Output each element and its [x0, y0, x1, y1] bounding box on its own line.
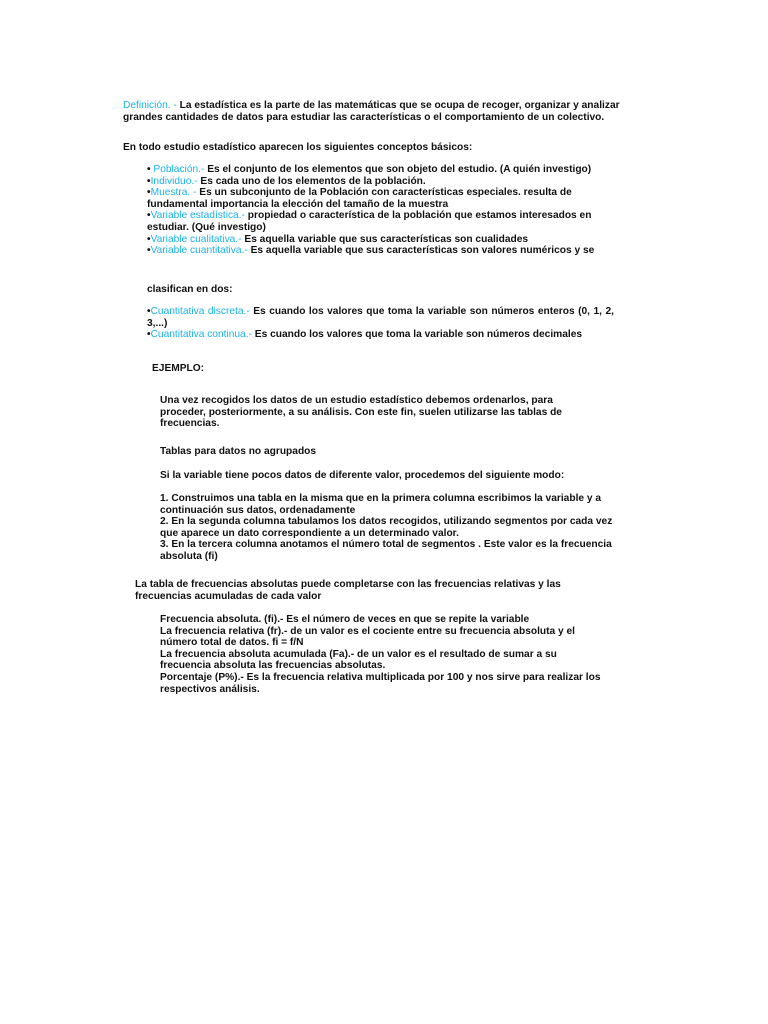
step-item: 2. En la segunda columna tabulamos los datos recogidos, utilizando segmentos por cada vez que aparece un dato correspondiente a un determinado valor.: [160, 516, 613, 539]
concept-term: Variable cualitativa.-: [150, 233, 242, 245]
frequency-item-relativa: La frecuencia relativa (fr).- de un valor es el cociente entre su frecuencia absoluta y el número total de datos. fi = f/N: [160, 625, 576, 649]
step-item: 1. Construimos una tabla en la misma que en la primera columna escribimos la variable y a continuación sus datos, ordenadamente: [160, 493, 602, 516]
frequency-term: Porcentaje (P%): [160, 671, 238, 683]
frequency-term: La frecuencia relativa (fr): [160, 625, 282, 637]
steps-list: [160, 493, 625, 563]
tablas-intro: Si la variable tiene pocos datos de diferente valor, procedemos del siguiente modo:: [160, 470, 565, 481]
tabla-paragraph: La tabla de frecuencias absolutas puede completarse con las frecuencias relativas y las frecuencias acumuladas de cada valor: [135, 579, 561, 602]
concept-term: Variable estadística.-: [150, 210, 245, 222]
type-term: Cuantitativa discreta.-: [150, 306, 250, 317]
concept-item-variable-cuantitativa: •Variable cuantitativa.- Es aquella variable que sus características son valores numéricos y se: [147, 245, 595, 257]
concepts-intro: En todo estudio estadístico aparecen los siguientes conceptos básicos:: [123, 142, 473, 153]
concept-term: Población.-: [153, 164, 205, 175]
concept-term: Individuo.-: [150, 175, 198, 187]
definition-term: Definición. -: [123, 100, 180, 111]
concept-item-muestra: •Muestra. - Es un subconjunto de la Población con características especiales. resulta de fundamental importancia la elección del tamaño de la muestra: [147, 187, 572, 210]
concept-item-poblacion: • Población.- Es el conjunto de los elementos que son objeto del estudio. (A quién investigo): [147, 164, 592, 175]
concepts-list: [147, 164, 614, 257]
tablas-heading: Tablas para datos no agrupados: [160, 446, 317, 457]
ejemplo-heading: EJEMPLO:: [152, 363, 205, 374]
frequency-term: Frecuencia absoluta. (fi): [160, 614, 278, 625]
definition-paragraph: [123, 100, 633, 123]
definition-text: La estadística es la parte de las matemáticas que se ocupa de recoger, organizar y analizar grandes cantidades de datos para estudiar las características o el comportamiento de un colectivo.: [123, 100, 620, 123]
concept-term: Variable cuantitativa.-: [150, 245, 248, 257]
ejemplo-paragraph: Una vez recogidos los datos de un estudio estadístico debemos ordenarlos, para proceder, posteriormente, a su análisis. Con este fin, suelen utilizarse las tablas de frecuencias.: [160, 395, 562, 430]
type-item-discreta: •Cuantitativa discreta.- Es cuando los valores que toma la variable son números enteros (0, 1, 2, 3,...): [147, 306, 614, 329]
type-item-continua: •Cuantitativa continua.- Es cuando los valores que toma la variable son números decimales: [147, 329, 583, 341]
frequency-definitions: [160, 614, 605, 695]
frequency-item-acumulada: La frecuencia absoluta acumulada (Fa).- de un valor es el resultado de sumar a su frecuencia absoluta las frecuencias absolutas.: [160, 648, 557, 672]
variable-types-list: [147, 306, 614, 341]
concept-item-variable-estadistica: •Variable estadística.- propiedad o característica de la población que estamos interesados en estudiar. (Qué investigo): [147, 210, 592, 233]
concept-item-individuo: •Individuo.- Es cada uno de los elementos de la población.: [147, 175, 426, 187]
type-term: Cuantitativa continua.-: [150, 329, 252, 341]
frequency-item-absoluta: Frecuencia absoluta. (fi).- Es el número de veces en que se repite la variable: [160, 614, 530, 625]
frequency-term: La frecuencia absoluta acumulada (Fa): [160, 648, 348, 660]
clasifican-text: clasifican en dos:: [147, 284, 233, 295]
concept-item-variable-cualitativa: •Variable cualitativa.- Es aquella variable que sus características son cualidades: [147, 233, 529, 245]
frequency-item-porcentaje: Porcentaje (P%).- Es la frecuencia relativa multiplicada por 100 y nos sirve para realizar los respectivos análisis.: [160, 671, 601, 695]
concept-term: Muestra. -: [150, 187, 197, 199]
step-item: 3. En la tercera columna anotamos el número total de segmentos . Este valor es la frecuencia absoluta (fi): [160, 539, 612, 562]
